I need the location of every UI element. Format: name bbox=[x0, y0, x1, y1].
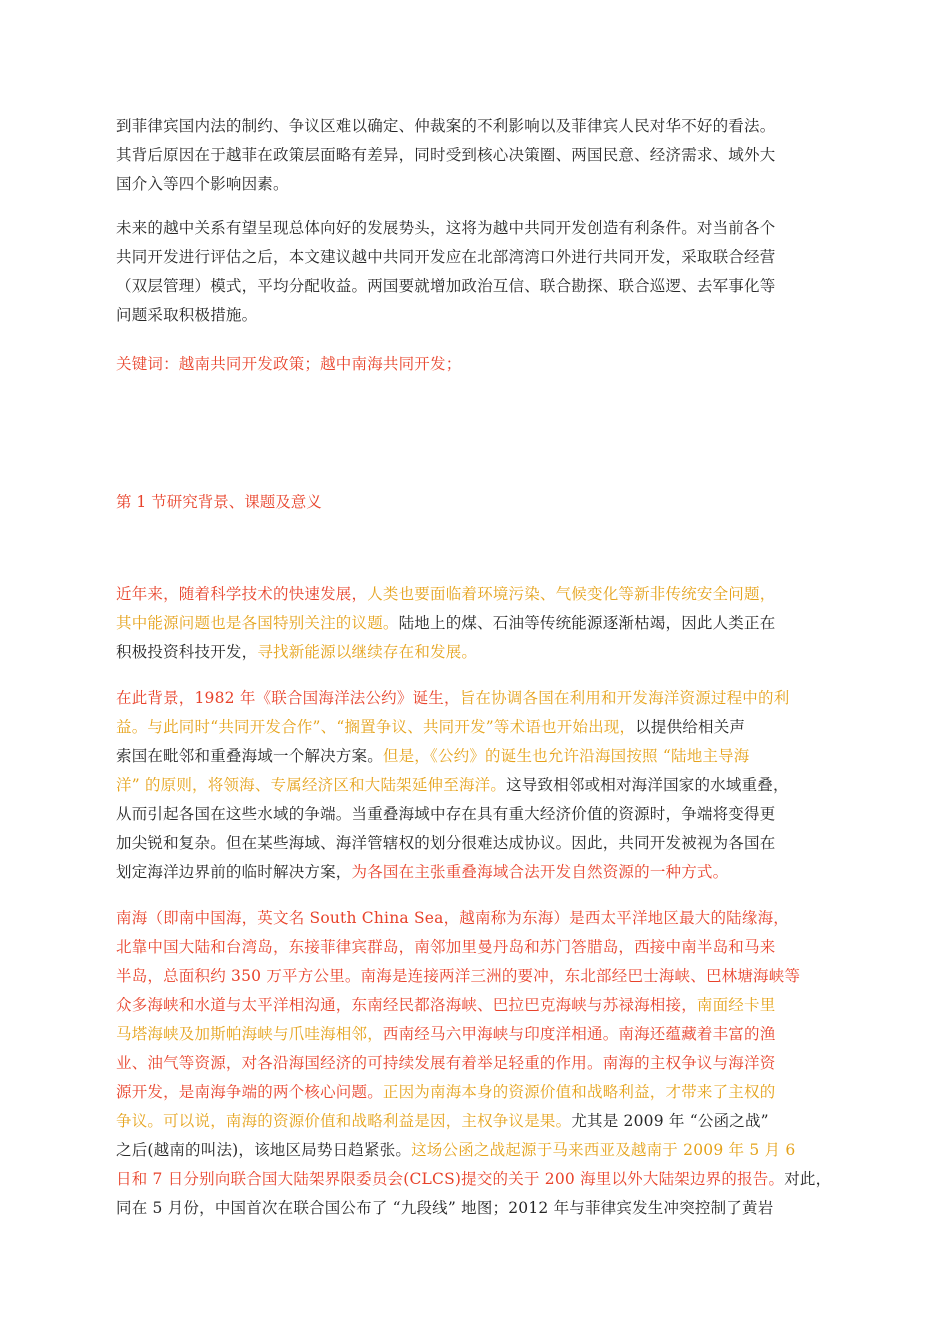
text-run: 陆地上的煤、石油等传统能源逐渐枯竭，因此人类正在 bbox=[398, 614, 776, 632]
text-line bbox=[116, 112, 836, 141]
section-heading: 第 1 节研究背景、课题及意义 bbox=[116, 493, 322, 511]
text-run: 日和 7 日分别向联合国大陆架界限委员会(CLCS)提交的关于 200 海里以外大陆架边界的报告。 bbox=[116, 1170, 785, 1188]
text-line bbox=[116, 272, 836, 301]
text-run: 为各国在主张重叠海域合法开发自然资源的一种方式。 bbox=[351, 863, 729, 881]
text-line bbox=[116, 580, 836, 609]
text-run: 其背后原因在于越菲在政策层面略有差异，同时受到核心决策圈、两国民意、经济需求、域外大 bbox=[116, 146, 776, 164]
text-run: 南海（即南中国海，英文名 South China Sea，越南称为东海）是西太平洋地区最大的陆缘海， bbox=[116, 909, 789, 927]
text-line bbox=[116, 1078, 836, 1107]
text-run: 半岛，总面积约 350 万平方公里。南海是连接两洋三洲的要冲，东北部经巴士海峡、巴林塘海峡等 bbox=[116, 967, 801, 985]
text-run: 这导致相邻或相对海洋国家的水域重叠， bbox=[506, 776, 789, 794]
text-run: 西南经马六甲海峡与印度洋相通。南海还蕴藏着丰富的渔 bbox=[382, 1025, 776, 1043]
text-run: 但是，《公约》的诞生也允许沿海国按照 “陆地主导海 bbox=[382, 747, 750, 765]
text-run: 寻找新能源以继续存在和发展。 bbox=[257, 643, 478, 661]
text-run: 这场公函之战起源于马来西亚及越南于 2009 年 5 月 6 bbox=[411, 1141, 796, 1159]
text-line bbox=[116, 301, 836, 330]
text-run: 未来的越中关系有望呈现总体向好的发展势头，这将为越中共同开发创造有利条件。对当前各个 bbox=[116, 219, 776, 237]
text-run: 之后(越南的叫法)，该地区局势日趋紧张。 bbox=[116, 1141, 412, 1159]
text-line bbox=[116, 713, 836, 742]
text-run: 人类也要面临着环境污染、气候变化等新非传统安全问题， bbox=[367, 585, 776, 603]
text-line bbox=[116, 800, 836, 829]
text-run: 问题采取积极措施。 bbox=[116, 306, 258, 324]
body-paragraph-3 bbox=[116, 904, 836, 1223]
text-line bbox=[116, 1107, 836, 1136]
text-run: 北靠中国大陆和台湾岛，东接菲律宾群岛，南邻加里曼丹岛和苏门答腊岛，西接中南半岛和马来 bbox=[116, 938, 776, 956]
text-run: 以提供给相关声 bbox=[635, 718, 746, 736]
text-run: 尤其是 2009 年 “公函之战” bbox=[571, 1112, 769, 1130]
text-line bbox=[116, 350, 836, 379]
text-run: 洋” 的原则，将领海、专属经济区和大陆架延伸至海洋。 bbox=[116, 776, 507, 794]
abstract-paragraph-1 bbox=[116, 112, 836, 199]
text-run: 近年来，随着科学技术的快速发展， bbox=[116, 585, 368, 603]
text-run: 到菲律宾国内法的制约、争议区难以确定、仲裁案的不利影响以及菲律宾人民对华不好的看法。 bbox=[116, 117, 776, 135]
text-line bbox=[116, 141, 836, 170]
text-line bbox=[116, 1165, 836, 1194]
text-line bbox=[116, 684, 836, 713]
text-run: 众多海峡和水道与太平洋相沟通，东南经民都洛海峡、巴拉巴克海峡与苏禄海相接， bbox=[116, 996, 697, 1014]
text-line bbox=[116, 609, 836, 638]
text-run: 关键词：越南共同开发政策；越中南海共同开发； bbox=[116, 355, 462, 373]
text-line bbox=[116, 638, 836, 667]
text-line bbox=[116, 170, 836, 199]
text-run: 对此， bbox=[784, 1170, 832, 1188]
text-line bbox=[116, 858, 836, 887]
text-line bbox=[116, 1136, 836, 1165]
text-run: 马塔海峡及加斯帕海峡与爪哇海相邻， bbox=[116, 1025, 383, 1043]
text-run: 加尖锐和复杂。但在某些海域、海洋管辖权的划分很难达成协议。因此，共同开发被视为各国在 bbox=[116, 834, 776, 852]
text-run: 业、油气等资源，对各沿海国经济的可持续发展有着举足轻重的作用。南海的主权争议与海洋资 bbox=[116, 1054, 776, 1072]
text-run: 南面经卡里 bbox=[696, 996, 776, 1014]
text-run: 源开发，是南海争端的两个核心问题。 bbox=[116, 1083, 383, 1101]
text-line bbox=[116, 243, 836, 272]
text-line bbox=[116, 771, 836, 800]
text-run: 争议。可以说，南海的资源价值和战略利益是因，主权争议是果。 bbox=[116, 1112, 572, 1130]
text-run: 益。与此同时“共同开发合作”、“搁置争议、共同开发”等术语也开始出现， bbox=[116, 718, 636, 736]
text-run: 从而引起各国在这些水域的争端。当重叠海域中存在具有重大经济价值的资源时，争端将变得更 bbox=[116, 805, 776, 823]
text-run: 旨在协调各国在利用和开发海洋资源过程中的利 bbox=[459, 689, 790, 707]
text-line bbox=[116, 933, 836, 962]
body-paragraph-2 bbox=[116, 684, 836, 887]
text-run: 国介入等四个影响因素。 bbox=[116, 175, 289, 193]
text-run: 积极投资科技开发， bbox=[116, 643, 258, 661]
text-run: 其中能源问题也是各国特别关注的议题。 bbox=[116, 614, 399, 632]
text-line bbox=[116, 904, 836, 933]
text-line bbox=[116, 1194, 836, 1223]
abstract-paragraph-2 bbox=[116, 214, 836, 330]
text-run: 正因为南海本身的资源价值和战略利益，才带来了主权的 bbox=[382, 1083, 776, 1101]
text-line bbox=[116, 829, 836, 858]
text-run: 划定海洋边界前的临时解决方案， bbox=[116, 863, 352, 881]
text-line bbox=[116, 991, 836, 1020]
text-line bbox=[116, 1049, 836, 1078]
text-run: 索国在毗邻和重叠海域一个解决方案。 bbox=[116, 747, 383, 765]
body-paragraph-1 bbox=[116, 580, 836, 667]
text-line bbox=[116, 1020, 836, 1049]
text-line bbox=[116, 962, 836, 991]
text-run: 共同开发进行评估之后，本文建议越中共同开发应在北部湾湾口外进行共同开发，采取联合经营 bbox=[116, 248, 776, 266]
text-run: （双层管理）模式，平均分配收益。两国要就增加政治互信、联合勘探、联合巡逻、去军事化等 bbox=[116, 277, 776, 295]
keywords-line bbox=[116, 350, 836, 379]
text-run: 在此背景，1982 年《联合国海洋法公约》诞生， bbox=[116, 689, 460, 707]
text-run: 同在 5 月份，中国首次在联合国公布了 “九段线” 地图；2012 年与菲律宾发生冲突控制了黄岩 bbox=[116, 1199, 774, 1217]
text-line bbox=[116, 214, 836, 243]
text-line bbox=[116, 742, 836, 771]
